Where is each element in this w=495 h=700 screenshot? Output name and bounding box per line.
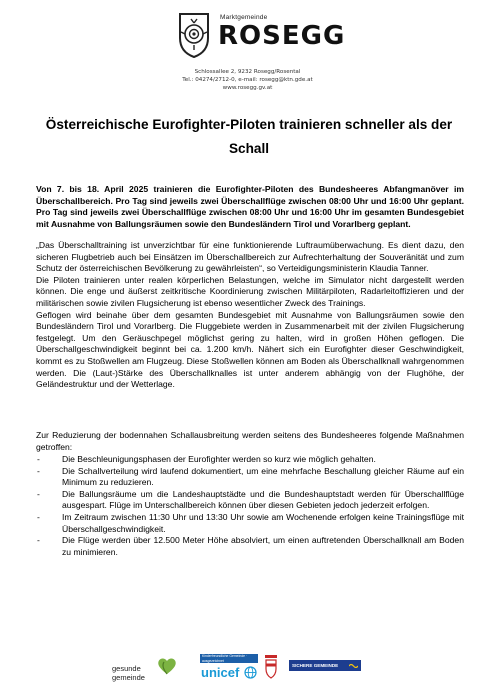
rose-crest-icon	[176, 12, 212, 58]
list-item	[36, 454, 464, 466]
list-item	[36, 466, 464, 489]
footer-logos	[0, 650, 495, 690]
globe-icon	[244, 666, 257, 679]
town-type-label: Marktgemeinde	[220, 14, 268, 21]
body-paragraphs	[36, 240, 464, 391]
list-item	[36, 489, 464, 512]
list-dash: -	[37, 454, 40, 464]
list-dash: -	[37, 535, 40, 546]
list-item-text: Die Flüge werden über 12.500 Meter Höhe absolviert, um einen auftretenden Überschallknall am Boden zu minimieren.	[62, 535, 464, 557]
unicef-logo	[200, 654, 258, 682]
list-item	[36, 535, 464, 558]
list-item	[36, 512, 464, 535]
gemeinde-label: gemeinde	[112, 673, 145, 682]
list-dash: -	[37, 511, 40, 522]
training-paragraph: Die Piloten trainieren unter realen körperlichen Belastungen, welche im Simulator nicht dargestellt werden können. Die enge und äußerst zeitkritische Koordinierung zwischen Militärpiloten, Radarleitoffizieren und der militärischen sowie zivilen Flugsicherung ist ebenso wesentlicher Zweck des Trainings.	[36, 274, 464, 308]
list-item-text: Im Zeitraum zwischen 11:30 Uhr und 13:30 Uhr sowie am Wochenende erfolgen keine Trainingsflüge mit Überschallgeschwindigkeit.	[62, 511, 464, 534]
town-logo	[176, 10, 346, 62]
sichere-gemeinde-logo	[289, 660, 361, 671]
sichere-gemeinde-label: SICHERE GEMEINDE	[292, 663, 339, 668]
lead-paragraph: Von 7. bis 18. April 2025 trainieren die Eurofighter-Piloten des Bundesheeres Abfangmanöver im Überschallbereich. Pro Tag sind jeweils zwei Überschallflüge zwischen 08:00 Uhr und 16:00 Uhr geplant. Pro Tag sind jeweils zwei Überschallflüge zwischen 08:00 Uhr und 16:00 Uhr im gesamten Bundesgebiet mit Ausnahme von Ballungsräumen sowie den Bundesländern Tirol und Vorarlberg geplant.	[36, 184, 464, 229]
list-item-text: Die Schallverteilung wird laufend dokumentiert, um eine mehrfache Beschallung gleicher Räume auf ein Minimum zu reduzieren.	[62, 465, 464, 488]
measures-intro: Zur Reduzierung der bodennahen Schallausbreitung werden seitens des Bundesheeres folgende Maßnahmen getroffen:	[36, 430, 464, 452]
town-name: ROSEGG	[218, 21, 346, 51]
gesunde-label: gesunde	[112, 664, 141, 673]
unicef-wordmark: unicef	[201, 665, 240, 680]
address-line: Schlossallee 2, 9232 Rosegg/Rosental	[194, 69, 301, 75]
unicef-banner: Kinderfreundliche Gemeinde · ausgezeichnet	[200, 654, 258, 663]
document-title: Österreichische Eurofighter-Piloten trainieren schneller als der Schall	[45, 117, 453, 156]
quote-paragraph: „Das Überschalltraining ist unverzichtbar für eine funktionierende Luftraumüberwachung. Es dient dazu, den sicheren Flugbetrieb auch bei Einsätzen im Überschallbereich zur Aufrechterhaltung der Souveränität und zum Schutz der österreichischen Bevölkerung zu gewährleisten“, so Verteidigungsministerin Klaudia Tanner.	[36, 240, 464, 274]
website-line: www.rosegg.gv.at	[222, 85, 273, 91]
list-dash: -	[37, 465, 40, 476]
shield-emblem-icon	[263, 654, 279, 680]
list-item-text: Die Ballungsräume um die Landeshauptstädte und die Bundeshauptstadt werden für Überschallflüge ausgespart. Flüge im Unterschallbereich können über diesen Gebieten jedoch jederzeit erfolgen.	[62, 488, 464, 511]
contact-line: Tel.: 04274/2712-0, e-mail: rosegg@ktn.gde.at	[182, 77, 313, 83]
measures-list	[36, 454, 464, 558]
heart-icon	[156, 656, 178, 676]
flight-area-paragraph: Geflogen wird beinahe über dem gesamten Bundesgebiet mit Ausnahme von Ballungsräumen sowie den Bundesländern Tirol und Vorarlberg. Die Fluggebiete werden in Zusammenarbeit mit der zivilen Flugsicherung festgelegt. Um den Geräuschpegel möglichst gering zu halten, wird in großen Höhen geflogen. Die Überschallgeschwindigkeit beginnt bei ca. 1.200 km/h. Nähert sich ein Eurofighter dieser Geschwindigkeit, kommt es zu Stoßwellen am Flugzeug. Diese Stoßwellen können am Boden als Überschallknall wahrgenommen werden. Die (Laut-)Stärke des Überschallknalles ist unter anderem abhängig von der Flughöhe, der Geländestruktur und der Wetterlage.	[36, 309, 464, 390]
list-dash: -	[37, 488, 40, 499]
list-item-text: Die Beschleunigungsphasen der Eurofighter werden so kurz wie möglich gehalten.	[62, 454, 376, 464]
wave-icon	[349, 663, 358, 668]
gesunde-gemeinde-text	[112, 664, 156, 682]
